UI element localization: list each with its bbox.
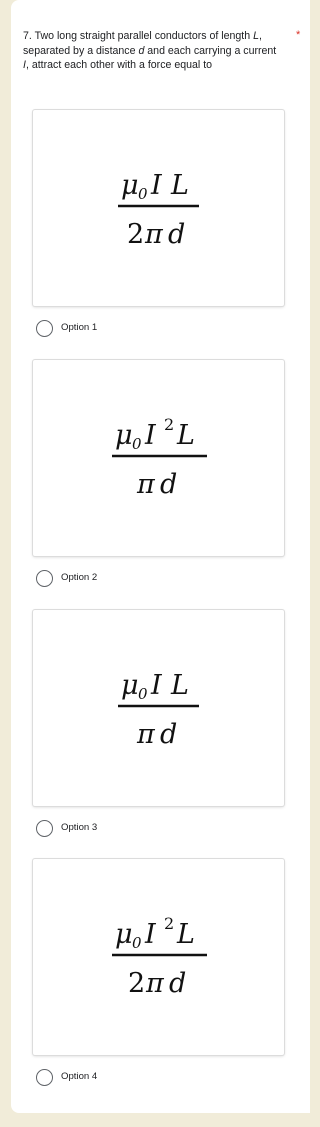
option-4-image	[33, 859, 284, 1055]
formula-L: L	[171, 170, 189, 201]
formula-superscript: 2	[164, 415, 175, 434]
question-text-part: , attract each other with a force equal to	[25, 59, 213, 72]
option-2-row[interactable]	[36, 570, 236, 590]
option-3-image	[33, 610, 284, 806]
option-3-row[interactable]	[36, 820, 236, 840]
formula-L: L	[177, 420, 195, 451]
formula-I: I	[145, 919, 156, 950]
formula-subscript: 0	[138, 685, 148, 703]
formula-pi: π	[145, 219, 163, 250]
question-var-L: L	[253, 30, 259, 42]
option-2-label: Option 2	[61, 572, 98, 583]
option-3-label: Option 3	[61, 822, 98, 833]
formula-subscript: 0	[138, 185, 148, 203]
formula-pi: π	[146, 968, 164, 999]
formula-d: d	[160, 469, 178, 500]
question-text-part: 7. Two long straight parallel conductors of length	[23, 30, 254, 42]
formula-d: d	[160, 719, 178, 750]
option-1-formula	[33, 110, 284, 306]
formula-coef: 2	[127, 219, 145, 250]
option-4-row[interactable]	[36, 1069, 236, 1089]
formula-d: d	[168, 219, 186, 250]
formula-I: I	[151, 170, 162, 201]
formula-L: L	[177, 919, 195, 950]
formula-subscript: 0	[132, 435, 142, 453]
formula-subscript: 0	[132, 934, 142, 952]
formula-L: L	[171, 670, 189, 701]
formula-mu: μ	[115, 420, 133, 451]
formula-I: I	[145, 420, 156, 451]
option-1-row[interactable]	[36, 320, 236, 340]
question-var-I: I	[23, 59, 26, 72]
option-4-formula	[33, 859, 284, 1055]
option-1-label: Option 1	[61, 322, 98, 333]
option-2-formula	[33, 360, 284, 556]
formula-mu: μ	[115, 919, 133, 950]
required-asterisk: *	[296, 29, 301, 41]
formula-mu: μ	[121, 170, 139, 201]
formula-d: d	[169, 968, 187, 999]
question-text-part: and each carrying a current	[144, 44, 277, 57]
question-var-d: d	[138, 44, 145, 57]
option-2-image	[33, 360, 284, 556]
formula-pi: π	[137, 469, 155, 500]
option-1-radio[interactable]	[36, 320, 53, 337]
option-3-radio[interactable]	[36, 820, 53, 837]
formula-coef: 2	[128, 968, 146, 999]
option-1-image	[33, 110, 284, 306]
option-4-label: Option 4	[61, 1071, 98, 1082]
question-text	[23, 29, 285, 73]
formula-I: I	[151, 670, 162, 701]
formula-pi: π	[137, 719, 155, 750]
question-text-part: , separated by a distance	[23, 30, 262, 57]
formula-superscript: 2	[164, 914, 175, 933]
option-4-radio[interactable]	[36, 1069, 53, 1086]
formula-mu: μ	[121, 670, 139, 701]
option-2-radio[interactable]	[36, 570, 53, 587]
option-3-formula	[33, 610, 284, 806]
